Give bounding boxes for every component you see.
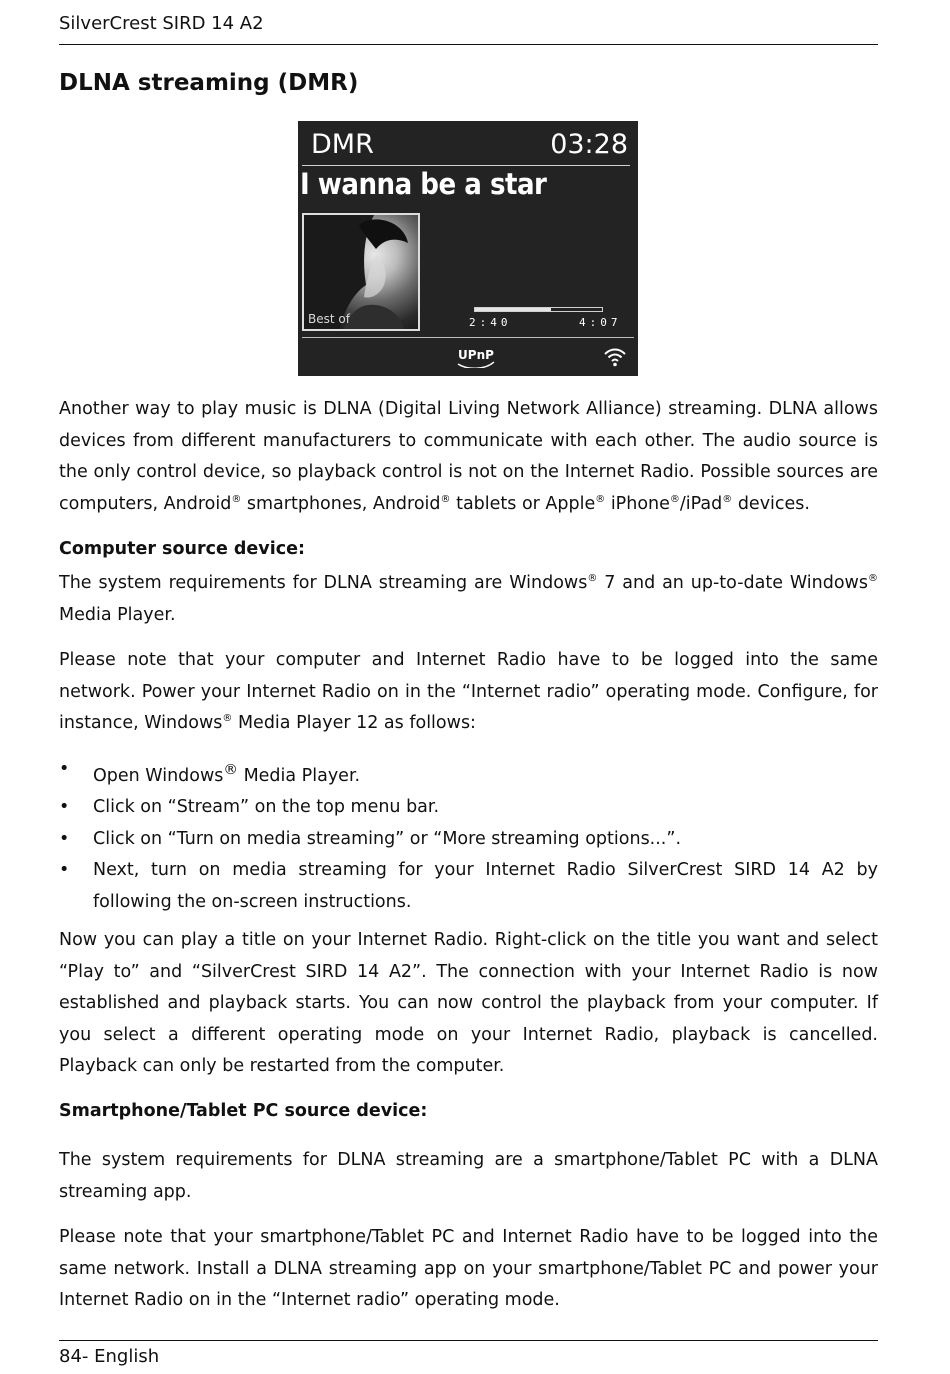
page-number: 84- English xyxy=(59,1346,160,1367)
intro-text: Another way to play music is DLNA (Digital Living Network Alliance) streaming. DLNA allows devices from different manufacturers to communicate with each other. The audio source is the only control device, so playback control is not on the Internet Radio. Possible sources are computers, xyxy=(59,399,878,514)
media-player-steps-list xyxy=(59,754,878,918)
requirements-text: The system requirements for DLNA streaming are Windows xyxy=(59,573,588,593)
iphone-term: iPhone xyxy=(605,493,670,514)
computer-source-heading: Computer source device: xyxy=(59,539,305,559)
registered-mark: ® xyxy=(587,573,598,585)
android-term: Android xyxy=(163,493,232,514)
radio-display-screenshot xyxy=(298,121,638,376)
total-time: 4:07 xyxy=(579,316,622,329)
display-clock: 03:28 xyxy=(550,129,628,160)
bullet-icon: • xyxy=(59,828,70,849)
ipad-term: /iPad xyxy=(679,493,723,514)
network-note-text: Media Player 12 as follows: xyxy=(232,713,476,733)
list-item xyxy=(59,855,878,918)
display-divider xyxy=(302,165,630,166)
display-mode: DMR xyxy=(311,129,374,160)
computer-network-paragraph xyxy=(59,645,878,740)
registered-mark: ® xyxy=(722,493,733,505)
requirements-text: Media Player. xyxy=(59,604,176,625)
bullet-icon: • xyxy=(59,860,70,881)
elapsed-time: 2:40 xyxy=(469,316,512,329)
bullet-icon: • xyxy=(59,759,70,779)
step-text: Click on “Stream” on the top menu bar. xyxy=(93,797,440,818)
registered-mark: ® xyxy=(231,493,242,505)
running-header: SilverCrest SIRD 14 A2 xyxy=(59,13,264,34)
track-title: I wanna be a star xyxy=(300,167,547,201)
display-status-divider xyxy=(302,337,634,338)
registered-mark: ® xyxy=(669,493,680,505)
step-text: Click on “Turn on media streaming” or “More streaming options...”. xyxy=(93,828,682,849)
album-label: Best of xyxy=(308,312,350,326)
header-rule xyxy=(59,44,878,45)
upnp-label: UPnP xyxy=(458,348,494,362)
bullet-icon: • xyxy=(59,797,70,818)
apple-term: Apple xyxy=(545,493,596,514)
upnp-icon xyxy=(455,344,497,368)
list-item xyxy=(59,824,878,856)
list-item xyxy=(59,792,878,824)
footer-rule xyxy=(59,1340,878,1341)
computer-requirements-paragraph xyxy=(59,568,878,631)
network-note-text: Please note that your computer and Internet Radio have to be logged into the same network. Power your Internet Radio on in the “Internet radio” operating mode. Configure, for instance, Windows xyxy=(59,650,878,733)
section-title: DLNA streaming (DMR) xyxy=(59,70,359,96)
registered-mark: ® xyxy=(595,493,606,505)
list-item xyxy=(59,754,878,792)
wifi-icon xyxy=(603,347,627,367)
smartphone-requirements-paragraph: The system requirements for DLNA streaming are a smartphone/Tablet PC with a DLNA streaming app. xyxy=(59,1150,878,1202)
requirements-text: 7 and an up-to-date Windows xyxy=(597,573,868,593)
intro-paragraph xyxy=(59,394,878,520)
registered-mark: ® xyxy=(440,493,451,505)
registered-mark: ® xyxy=(868,573,878,585)
smartphone-network-paragraph: Please note that your smartphone/Tablet PC and Internet Radio have to be logged into the same network. Install a DLNA streaming app on your smartphone/Tablet PC and power your Internet Radio on in the “Internet radio” operating mode. xyxy=(59,1227,878,1310)
album-cover-image xyxy=(302,213,420,331)
intro-text: devices. xyxy=(732,493,810,514)
computer-playback-paragraph: Now you can play a title on your Internet Radio. Right-click on the title you want and select “Play to” and “SilverCrest SIRD 14 A2”. The connection with your Internet Radio is now established and playback starts. You can now control the playback from your computer. If you select a different operating mode on your Internet Radio, playback is cancelled. Playback can only be restarted from the computer. xyxy=(59,930,878,1076)
step-text: Next, turn on media streaming for your Internet Radio SilverCrest SIRD 14 A2 by following the on-screen instructions. xyxy=(93,860,878,912)
step-text: Media Player. xyxy=(238,765,361,786)
registered-mark: ® xyxy=(222,713,233,725)
smartphone-source-heading: Smartphone/Tablet PC source device: xyxy=(59,1101,428,1121)
registered-mark: ® xyxy=(223,761,238,778)
step-text: Open Windows xyxy=(93,765,224,786)
playback-progress-bar xyxy=(474,307,603,312)
intro-text: smartphones, xyxy=(241,493,373,514)
playback-progress-fill xyxy=(475,308,551,311)
intro-text: tablets or xyxy=(450,493,546,514)
android-term: Android xyxy=(372,493,441,514)
